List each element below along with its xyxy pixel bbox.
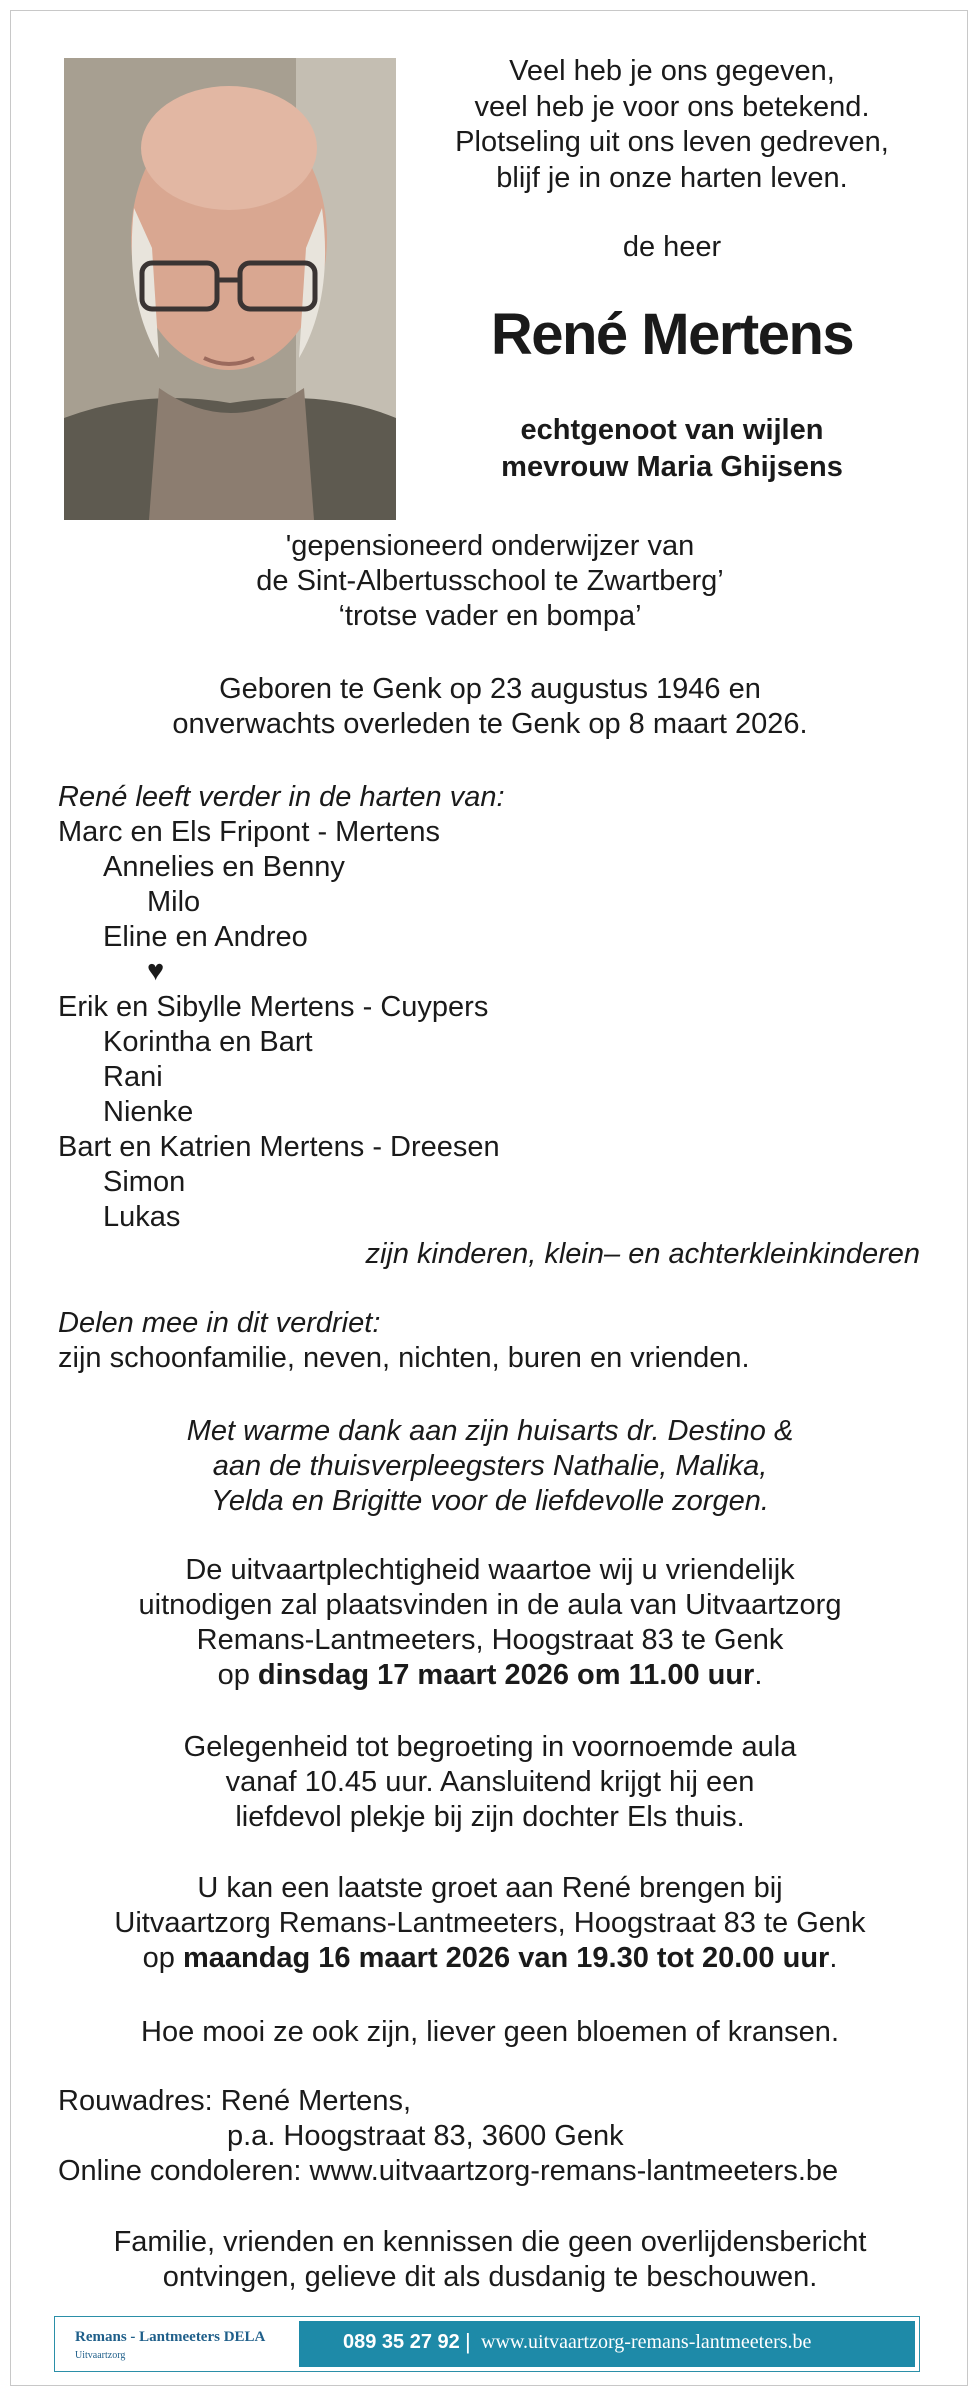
role-line: 'gepensioneerd onderwijzer van <box>285 530 695 562</box>
greeting <box>40 1730 940 1835</box>
role-line: ‘trotse vader en bompa’ <box>338 600 642 632</box>
family-closing: zijn kinderen, klein– en achterkleinkinderen <box>365 1238 920 1270</box>
family-line: Nienke <box>103 1096 194 1128</box>
family-line: Korintha en Bart <box>103 1026 313 1058</box>
ceremony-date-line <box>40 1658 940 1693</box>
poem-line: Plotseling uit ons leven gedreven, <box>455 126 889 158</box>
thanks-line: Met warme dank aan zijn huisarts dr. Destino & <box>186 1415 794 1447</box>
roles <box>40 529 940 634</box>
address-line: Rouwadres: René Mertens, <box>58 2085 411 2117</box>
greeting-line: liefdevol plekje bij zijn dochter Els thuis. <box>235 1801 745 1833</box>
address-line: p.a. Hoogstraat 83, 3600 Genk <box>227 2120 624 2152</box>
funeral-home-footer <box>54 2316 920 2372</box>
brand-name: Remans - Lantmeeters DELA <box>75 2329 266 2345</box>
family-line: Lukas <box>103 1201 181 1233</box>
heart-icon: ♥ <box>147 955 165 987</box>
website-link[interactable]: www.uitvaartzorg-remans-lantmeeters.be <box>481 2331 812 2353</box>
family-intro: René leeft verder in de harten van: <box>58 781 505 813</box>
family-line: Marc en Els Fripont - Mertens <box>58 816 440 848</box>
greeting-line: Gelegenheid tot begroeting in voornoemde aula <box>183 1731 797 1763</box>
flowers-notice: Hoe mooi ze ook zijn, liever geen bloemen of kransen. <box>141 2016 839 2048</box>
farewell-date: maandag 16 maart 2026 van 19.30 tot 20.00 uur <box>182 1942 830 1974</box>
poem-line: blijf je in onze harten leven. <box>496 161 848 194</box>
role-line: de Sint-Albertusschool te Zwartberg’ <box>256 565 724 597</box>
thanks-line: Yelda en Brigitte voor de liefdevolle zorgen. <box>211 1485 769 1517</box>
condolence-link[interactable]: Online condoleren: www.uitvaartzorg-remans-lantmeeters.be <box>58 2155 839 2187</box>
birth-death-line: onverwachts overleden te Genk op 8 maart 2026. <box>172 708 808 740</box>
poem-line: Veel heb je ons gegeven, <box>509 55 835 87</box>
spouse-info <box>412 412 932 486</box>
notice-line: Familie, vrienden en kennissen die geen overlijdensbericht <box>113 2226 867 2258</box>
share-text: zijn schoonfamilie, neven, nichten, buren en vrienden. <box>58 1342 750 1374</box>
ceremony-line: Remans-Lantmeeters, Hoogstraat 83 te Genk <box>196 1624 784 1656</box>
family-line: Erik en Sibylle Mertens - Cuypers <box>58 991 489 1023</box>
poem <box>412 54 932 196</box>
farewell-date-prefix: op <box>142 1942 183 1974</box>
ceremony-date-prefix: op <box>217 1659 258 1691</box>
thanks <box>40 1414 940 1519</box>
family-line: Simon <box>103 1166 186 1198</box>
ceremony <box>40 1553 940 1693</box>
greeting-line: vanaf 10.45 uur. Aansluitend krijgt hij een <box>225 1766 755 1798</box>
funeral-home-logo <box>55 2317 293 2371</box>
farewell-date-line <box>40 1941 940 1976</box>
birth-death <box>40 672 940 742</box>
family-line: Annelies en Benny <box>103 851 345 883</box>
notice <box>40 2225 940 2295</box>
spouse-line: mevrouw Maria Ghijsens <box>501 451 843 483</box>
ceremony-date: dinsdag 17 maart 2026 om 11.00 uur <box>257 1659 755 1691</box>
phone-number[interactable]: 089 35 27 92 <box>343 2331 460 2353</box>
family-line: Milo <box>147 886 201 918</box>
farewell-line: Uitvaartzorg Remans-Lantmeeters, Hoogstraat 83 te Genk <box>114 1907 866 1939</box>
birth-death-line: Geboren te Genk op 23 augustus 1946 en <box>219 673 761 705</box>
family-line: Eline en Andreo <box>103 921 308 953</box>
ceremony-date-suffix: . <box>754 1659 763 1691</box>
notice-line: ontvingen, gelieve dit als dusdanig te beschouwen. <box>162 2261 818 2293</box>
poem-line: veel heb je voor ons betekend. <box>474 90 870 123</box>
ceremony-line: uitnodigen zal plaatsvinden in de aula van Uitvaartzorg <box>138 1589 842 1621</box>
farewell-line: U kan een laatste groet aan René brengen bij <box>197 1872 783 1904</box>
ceremony-line: De uitvaartplechtigheid waartoe wij u vriendelijk <box>185 1554 795 1586</box>
portrait-photo <box>64 58 396 520</box>
share-intro: Delen mee in dit verdriet: <box>58 1307 381 1339</box>
family-line: Rani <box>103 1061 163 1093</box>
brand-subtitle: Uitvaartzorg <box>75 2350 126 2361</box>
thanks-line: aan de thuisverpleegsters Nathalie, Malika, <box>212 1450 768 1482</box>
contact-bar <box>299 2321 915 2367</box>
farewell-date-suffix: . <box>829 1942 838 1974</box>
separator: | <box>465 2329 471 2354</box>
spouse-line: echtgenoot van wijlen <box>520 414 824 446</box>
farewell <box>40 1871 940 1976</box>
deceased-name: René Mertens <box>490 302 854 367</box>
title-prefix: de heer <box>622 231 722 263</box>
family-line: Bart en Katrien Mertens - Dreesen <box>58 1131 500 1163</box>
